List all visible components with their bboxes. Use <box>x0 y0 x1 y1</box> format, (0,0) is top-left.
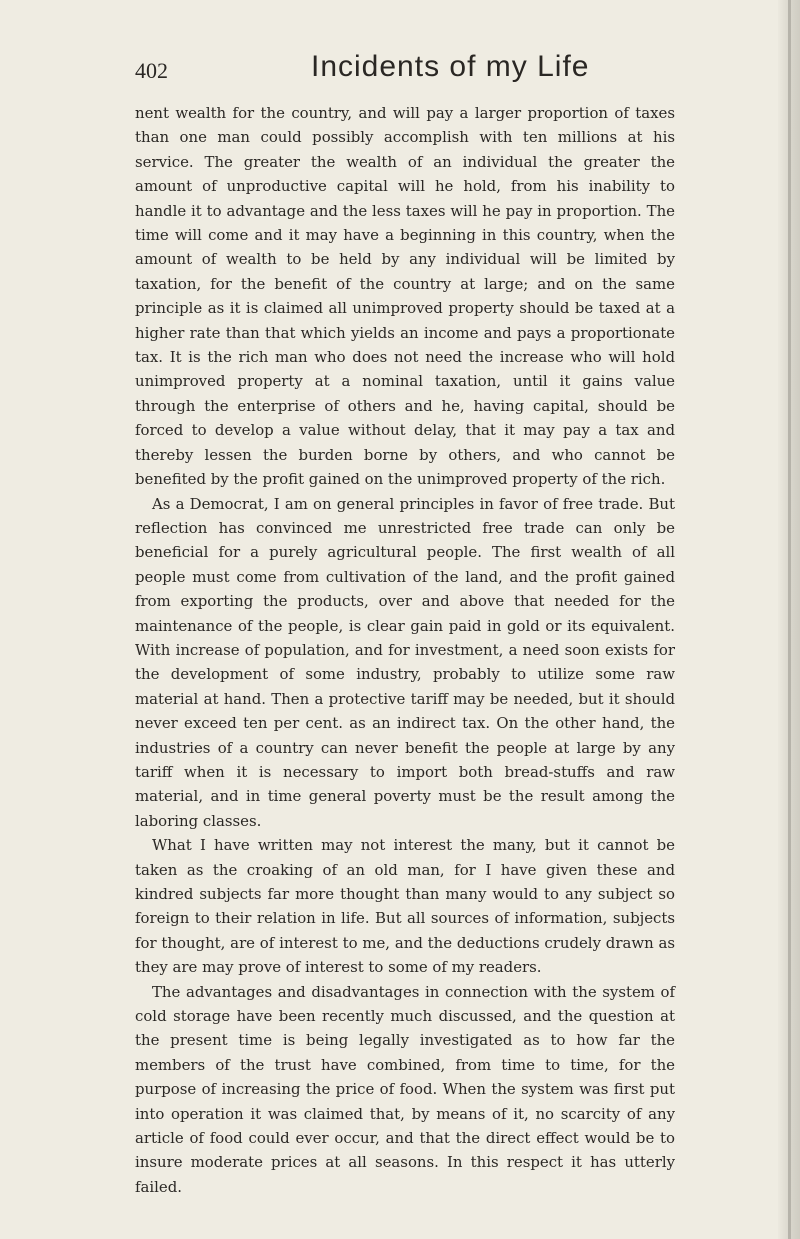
page-number: 402 <box>135 58 168 83</box>
paragraph-3: What I have written may not interest the many, but it cannot be taken as the croaking of an old man, for I have given these and kindred subjects far more thought than many would to any subject so foreign to their relation in life. But all sources of information, subjects for thought, are of interest to me, and the deductions crudely drawn as they are may prove of interest to some of my readers. <box>135 836 675 977</box>
paragraph-1: nent wealth for the country, and will pay a larger proportion of taxes than one man could possibly accomplish with ten millions at his service. The greater the wealth of an individual the greater the amount of unproductive capital will he hold, from his inability to handle it to advantage and the less taxes will he pay in proportion. The time will come and it may have a beginning in this country, when the amount of wealth to be held by any individual will be limited by taxation, for the benefit of the country at large; and on the same principle as it is claimed all unimproved property should be taxed at a higher rate than that which yields an income and pays a proportionate tax. It is the rich man who does not need the increase who will hold unimproved property at a nominal taxation, until it gains value through the enterprise of others and he, having capital, should be forced to develop a value without delay, that it may pay a tax and thereby lessen the burden borne by others, and who cannot be benefited by the profit gained on the unimproved property of the rich. <box>135 104 675 489</box>
paragraph-4: The advantages and disadvantages in connection with the system of cold storage have been recently much discussed, and the question at the present time is being legally investigated as to how far the members of the trust have combined, from time to time, for the purpose of increasing the price of food. When the system was first put into operation it was claimed that, by means of it, no scarcity of any article of food could ever occur, and that the direct effect would be to insure moderate prices at all seasons. In this respect it has utterly failed. <box>135 982 675 1196</box>
page-header <box>135 50 675 100</box>
running-head: Incidents of my Life <box>311 50 590 83</box>
body-text <box>135 101 675 1199</box>
paragraph-2: As a Democrat, I am on general principles in favor of free trade. But reflection has convinced me unrestricted free trade can only be beneficial for a purely agricultural people. The first wealth of all people must come from cultivation of the land, and the profit gained from exporting the products, over and above that needed for the maintenance of the people, is clear gain paid in gold or its equivalent. With increase of population, and for investment, a need soon exists for the development of some industry, probably to utilize some raw material at hand. Then a protective tariff may be needed, but it should never exceed ten per cent. as an indirect tax. On the other hand, the industries of a country can never benefit the people at large by any tariff when it is necessary to import both bread-stuffs and raw material, and in time general poverty must be the result among the laboring classes. <box>135 494 675 830</box>
page-edge-line <box>788 0 791 1239</box>
